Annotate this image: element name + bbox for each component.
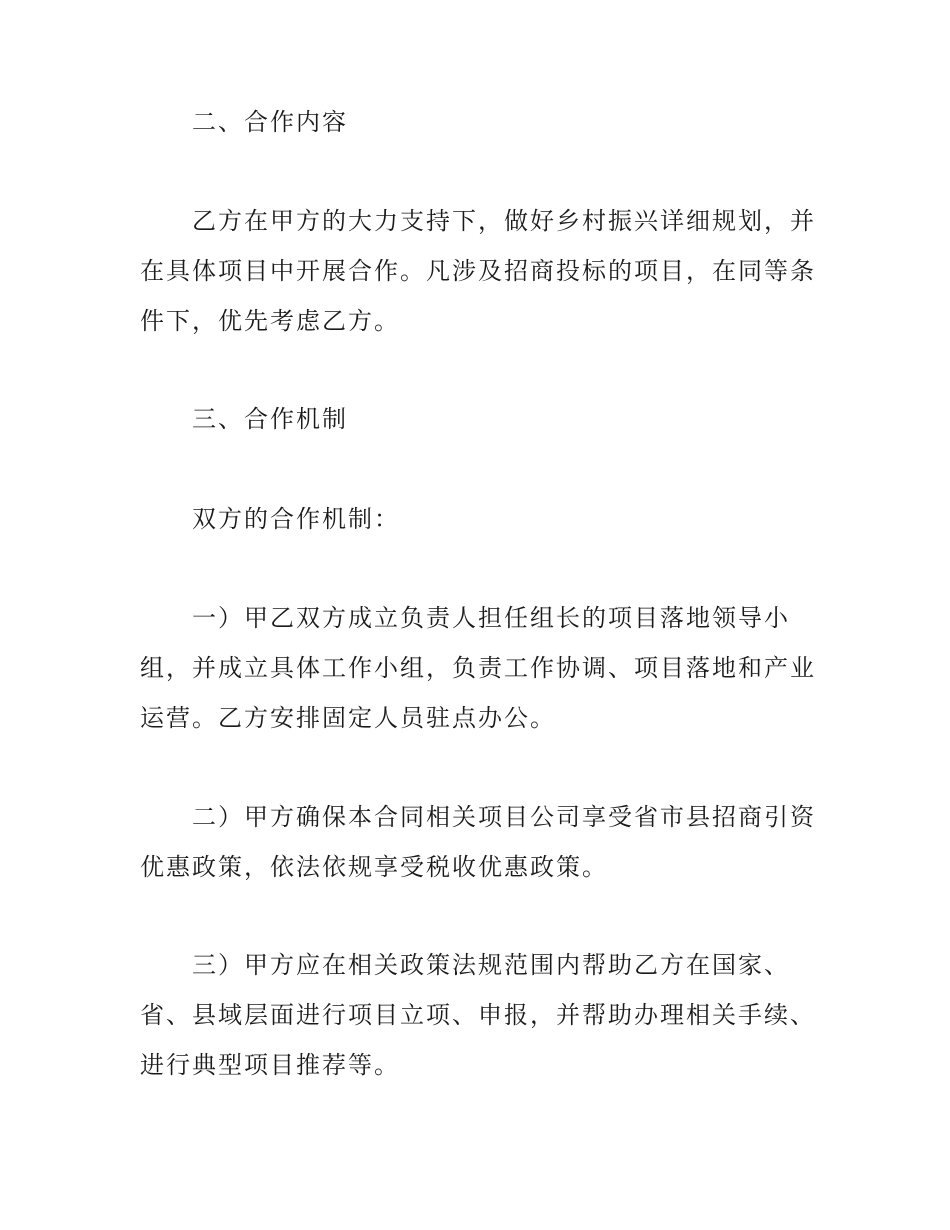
paragraph-mechanism-intro: 双方的合作机制： [192, 505, 400, 533]
paragraph-cooperation-content: 乙方在甲方的大力支持下，做好乡村振兴详细规划，并在具体项目中开展合作。凡涉及招商投标的项目，在同等条件下，优先考虑乙方。 [140, 207, 816, 335]
list-item-mechanism-1: 一）甲乙双方成立负责人担任组长的项目落地领导小组，并成立具体工作小组，负责工作协调、项目落地和产业运营。乙方安排固定人员驻点办公。 [140, 604, 816, 732]
section-heading-cooperation-content: 二、合作内容 [192, 108, 348, 136]
section-heading-cooperation-mechanism: 三、合作机制 [192, 405, 348, 433]
list-item-mechanism-2: 二）甲方确保本合同相关项目公司享受省市县招商引资优惠政策，依法依规享受税收优惠政策。 [140, 803, 816, 881]
list-item-mechanism-3: 三）甲方应在相关政策法规范围内帮助乙方在国家、省、县域层面进行项目立项、申报，并帮助办理相关手续、进行典型项目推荐等。 [140, 951, 816, 1079]
